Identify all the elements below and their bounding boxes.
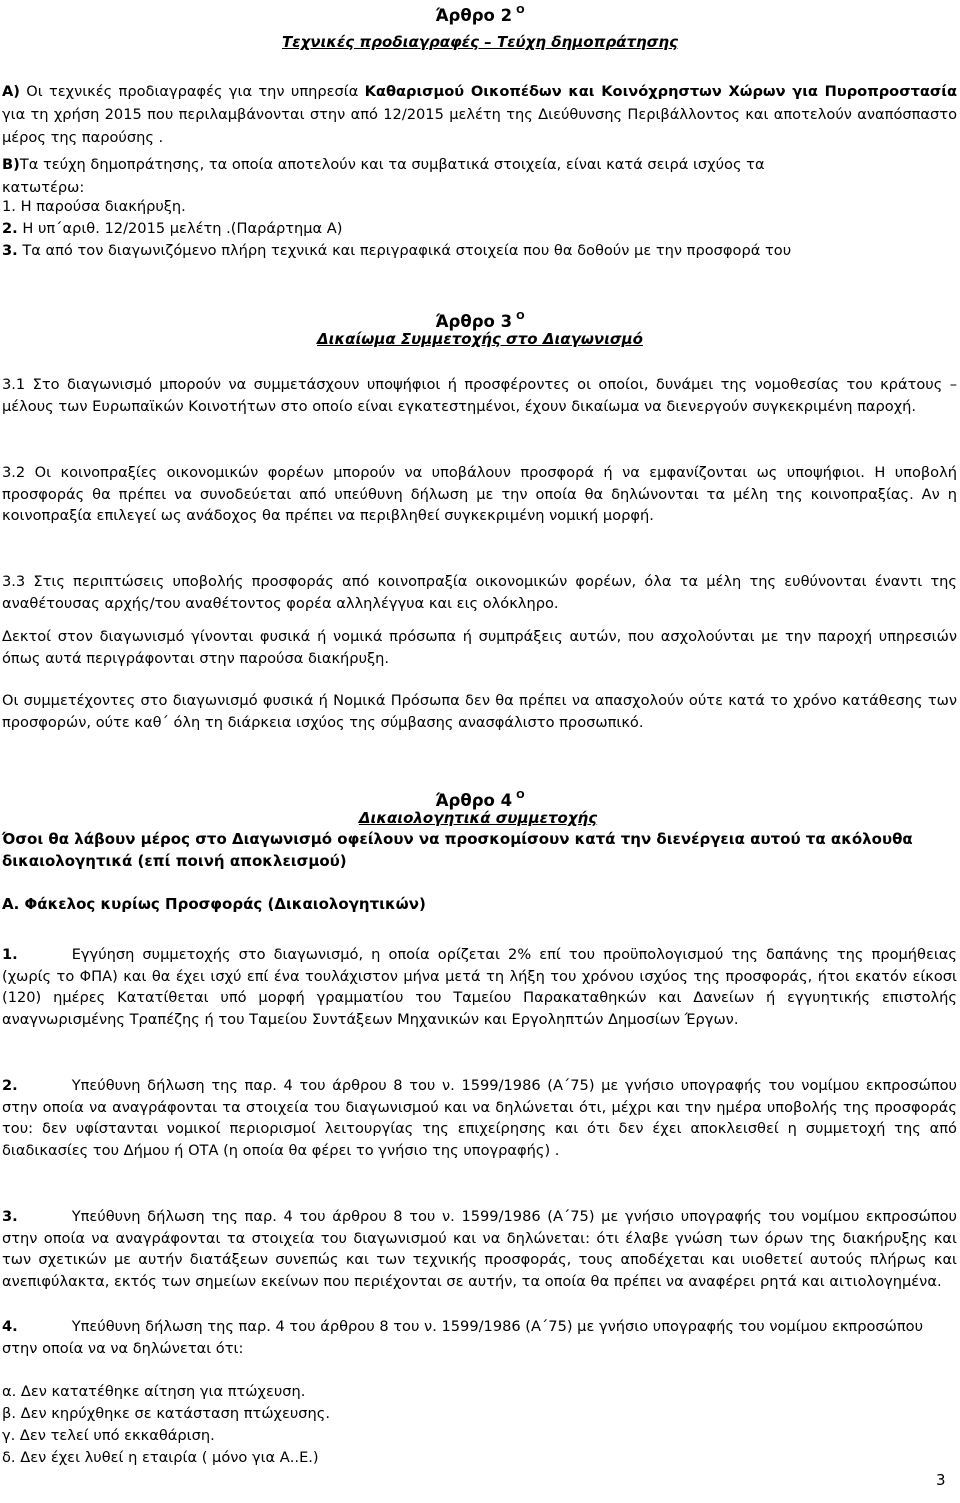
article-4-item-3: 3. Υπεύθυνη δήλωση της παρ. 4 του άρθρου 8 του ν. 1599/1986 (Α΄75) με γνήσιο υπογραφής του νομίμου εκπροσώπου στην οποία να αναγράφονται τα στοιχεία του διαγωνισμού και να δηλώνεται: ότι έλαβε γνώση των όρων της διακήρυξης και των σχετικών με αυτήν διατάξεων συνεπώς και των τεχνικής προσφοράς, τους αποδέχεται και υιοθετεί αυτούς πλήρως και ανεπιφύλακτα, εκτός των σημείων εκείνων που περιέχονται σε αυτήν, τα οποία θα πρέπει να αναφέρει ρητά και αιτιολογημένα. <box>2 1208 957 1290</box>
article-4-item-4-c: γ. Δεν τελεί υπό εκκαθάριση. <box>2 1427 215 1444</box>
article-4-heading: Άρθρο 4 $^O$ <box>435 790 525 810</box>
article-3-paragraph-3: 3.3 Στις περιπτώσεις υποβολής προσφοράς από κοινοπραξία οικονομικών φορέων, όλα τα μέλη της ευθύνονται έναντι της αναθέτουσας αρχής/του αναθέτοντος φορέα αλληλέγγυα και εις ολόκληρο. <box>2 573 957 612</box>
article-3-subtitle: Δικαίωμα Συμμετοχής στο Διαγωνισμό <box>317 330 643 348</box>
article-4-intro: Όσοι θα λάβουν μέρος στο Διαγωνισμό οφείλουν να προσκομίσουν κατά την διενέργεια αυτού τα ακόλουθα δικαιολογητικά (επί ποινή αποκλεισμού) <box>2 830 913 870</box>
article-4-item-1: 1. Εγγύηση συμμετοχής στο διαγωνισμό, η οποία ορίζεται 2% επί του προϋπολογισμού της δαπάνης της προμήθειας (χωρίς το ΦΠΑ) και θα έχει ισχύ επί ένα τουλάχιστον μήνα μετά τη λήξη του χρόνου ισχύος της προσφοράς, ήτοι εκατόν είκοσι (120) ημέρες Κατατίθεται υπό μορφή γραμματίου του Ταμείου Παρακαταθηκών και Δανείων ή εγγυητικής επιστολής αναγνωρισμένης Τραπέζης ή του Ταμείου Συντάξεων Μηχανικών και Εργοληπτών Δημοσίων Έργων. <box>2 946 957 1028</box>
article-2-item-3: 3. Τα από τον διαγωνιζόμενο πλήρη τεχνικά και περιγραφικά στοιχεία που θα δοθούν με την προσφορά του <box>2 242 792 259</box>
article-3-paragraph-2: 3.2 Οι κοινοπραξίες οικονομικών φορέων μπορούν να υποβάλουν προσφορά ή να εμφανίζονται ως υποψήφιοι. Η υποβολή προσφοράς θα πρέπει να συνοδεύεται από υπεύθυνη δήλωση με την οποία θα δηλώνονται τα μέλη της κοινοπραξίας. Αν η κοινοπραξία επιλεγεί ως ανάδοχος θα πρέπει να περιβληθεί συγκεκριμένη νομική μορφή. <box>2 464 957 524</box>
article-2-section-b: Β)Τα τεύχη δημοπράτησης, τα οποία αποτελούν και τα συμβατικά στοιχεία, είναι κατά σειρά ισχύος τα κατωτέρω: <box>2 156 765 196</box>
article-2-section-a: Α) Οι τεχνικές προδιαγραφές για την υπηρεσία Καθαρισμού Οικοπέδων και Κοινόχρηστων Χώρων για Πυροπροστασία για τη χρήση 2015 που περιλαμβάνονται στην από 12/2015 μελέτη της Διεύθυνσης Περιβάλλοντος και αποτελούν αναπόσπαστο μέρος της παρούσης . <box>2 83 957 146</box>
article-4-item-4-d: δ. Δεν έχει λυθεί η εταιρία ( μόνο για Α..Ε.) <box>2 1449 319 1466</box>
article-4-section-a: Α. Φάκελος κυρίως Προσφοράς (Δικαιολογητικών) <box>2 895 426 913</box>
article-3-heading: Άρθρο 3 $^O$ <box>435 311 525 331</box>
page-number: 3 <box>936 1471 946 1489</box>
article-4-subtitle: Δικαιολογητικά συμμετοχής <box>358 809 598 827</box>
article-3-paragraph-4: Δεκτοί στον διαγωνισμό γίνονται φυσικά ή νομικά πρόσωπα ή συμπράξεις αυτών, που ασχολούνται με την παροχή υπηρεσιών όπως αυτά περιγράφονται στην παρούσα διακήρυξη. <box>2 628 957 667</box>
article-3-paragraph-1: 3.1 Στο διαγωνισμό μπορούν να συμμετάσχουν υποψήφιοι ή προσφέροντες οι οποίοι, δυνάμει της νομοθεσίας του κράτους – μέλους των Ευρωπαϊκών Κοινοτήτων στο οποίο είναι εγκατεστημένοι, έχουν δικαίωμα να διενεργούν συγκεκριμένη παροχή. <box>2 376 957 415</box>
article-4-item-2: 2. Υπεύθυνη δήλωση της παρ. 4 του άρθρου 8 του ν. 1599/1986 (Α΄75) με γνήσιο υπογραφής του νομίμου εκπροσώπου στην οποία να αναγράφονται τα στοιχεία του διαγωνισμού και να δηλώνεται ότι, μέχρι και την ημέρα υποβολής της προσφοράς του: δεν υφίστανται νομικοί περιορισμοί λειτουργίας της επιχείρησης και ότι δεν έχει αποκλεισθεί η συμμετοχή της από διαδικασίες του Δήμου ή ΟΤΑ (η οποία θα φέρει το γνήσιο της υπογραφής) . <box>2 1077 957 1159</box>
article-2-subtitle: Τεχνικές προδιαγραφές – Τεύχη δημοπράτησης <box>281 33 678 51</box>
article-4-item-4-b: β. Δεν κηρύχθηκε σε κατάσταση πτώχευσης. <box>2 1405 331 1422</box>
article-2-heading: Άρθρο 2 $^O$ <box>435 5 525 25</box>
article-3-paragraph-5: Οι συμμετέχοντες στο διαγωνισμό φυσικά ή Νομικά Πρόσωπα δεν θα πρέπει να απασχολούν ούτε κατά το χρόνο κατάθεσης των προσφορών, ούτε καθ΄ όλη τη διάρκεια ισχύος της σύμβασης ανασφάλιστο προσωπικό. <box>2 692 957 731</box>
article-2-item-1: 1. Η παρούσα διακήρυξη. <box>2 198 186 215</box>
article-4-item-4: 4. Υπεύθυνη δήλωση της παρ. 4 του άρθρου 8 του ν. 1599/1986 (Α΄75) με γνήσιο υπογραφής του νομίμου εκπροσώπου στην οποία να να δηλώνεται ότι: <box>2 1318 924 1357</box>
article-4-item-4-a: α. Δεν κατατέθηκε αίτηση για πτώχευση. <box>2 1383 306 1400</box>
article-2-item-2: 2. Η υπ΄αριθ. 12/2015 μελέτη .(Παράρτημα Α) <box>2 220 343 237</box>
